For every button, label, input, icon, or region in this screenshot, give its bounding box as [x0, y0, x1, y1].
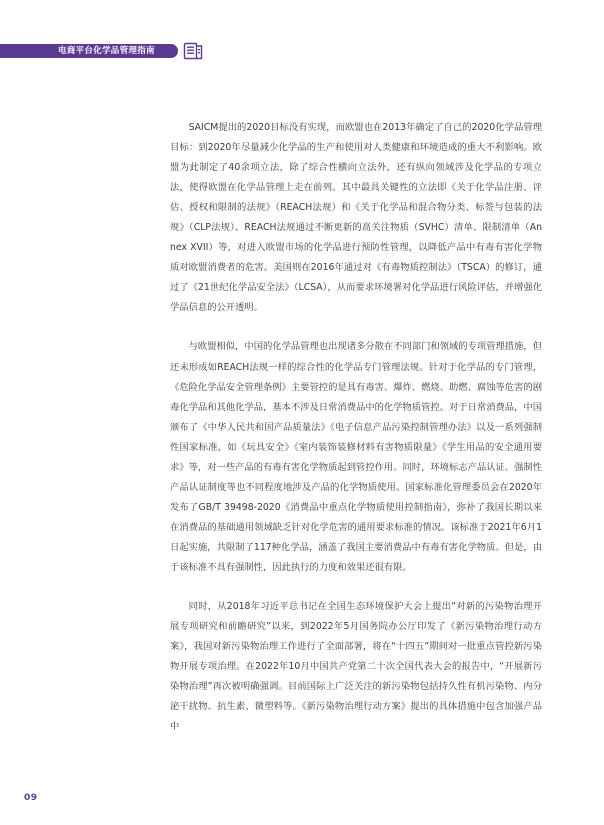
header-title: 电商平台化学品管理指南	[58, 46, 155, 56]
paragraph: 与欧盟相似，中国的化学品管理也出现诸多分散在不同部门和领域的专项管理措施，但还未形成如REACH法规一样的综合性的化学品专门管理法规。针对于化学品的专门管理，《危险化学品安全管理条例》主要管控的是具有毒害、爆炸、燃烧、助燃、腐蚀等危害的剧毒化学品和其他化学品，基本不涉及日常消费品中的化学物质管控。对于日常消费品，中国颁布了《中华人民共和国产品质量法》《电子信息产品污染控制管理办法》以及一系列强制性国家标准，如《玩具安全》《室内装饰装修材料有害物质限量》《学生用品的安全通用要求》等，对一些产品的有毒有害化学物质起到管控作用。同时，环境标志产品认证、强制性产品认证制度等也不同程度地涉及产品的化学物质使用。国家标准化管理委员会在2020年发布了GB/T 39498-2020《消费品中重点化学物质使用控制指南》，弥补了我国长期以来在消费品的基础通用领域缺乏针对化学危害的通用要求标准的情况。该标准于2021年6月1日起实施，共限制了117种化学品，涵盖了我国主要消费品中有毒有害化学物质。但是，由于该标准不具有强制性，因此执行的力度和效果还很有限。	[170, 341, 542, 573]
body-content	[170, 118, 542, 737]
paragraph: 同时，从2018年习近平总书记在全国生态环境保护大会上提出“对新的污染物治理开展专项研究和前瞻研究”以来，到2022年5月国务院办公厅印发了《新污染物治理行动方案》，我国对新污染物治理工作进行了全面部署，将在“十四五”期间对一批重点管控新污染物开展专项治理。在2022年10月中国共产党第二十次全国代表大会的报告中，“开展新污染物治理”再次被明确强调。目前国际上广泛关注的新污染物包括持久性有机污染物、内分泌干扰物、抗生素、微塑料等。《新污染物治理行动方案》提出的具体措施中包含加强产品中	[170, 601, 542, 733]
paragraph: SAICM提出的2020目标没有实现，而欧盟也在2013年确定了自己的2020化学品管理目标：到2020年尽量减少化学品的生产和使用对人类健康和环境造成的重大不利影响。欧盟为此制定了40余项立法，除了综合性横向立法外，还有纵向领域涉及化学品的专项立法，使得欧盟在化学品管理上走在前列。其中最具关键性的立法即《关于化学品注册、评估、授权和限制的法规》（REACH法规）和《关于化学品和混合物分类、标签与包装的法规》（CLP法规）。REACH法规通过不断更新的高关注物质（SVHC）清单、限制清单（Annex XVII）等，对进入欧盟市场的化学品进行预防性管理，以降低产品中有毒有害化学物质对欧盟消费者的危害。美国则在2016年通过对《有毒物质控制法》（TSCA）的修订，通过了《21世纪化学品安全法》（LCSA），从而要求环境署对化学品进行风险评估，并增强化学品信息的公开透明。	[170, 122, 542, 314]
document-icon	[183, 42, 203, 60]
page-number: 09	[24, 793, 38, 803]
